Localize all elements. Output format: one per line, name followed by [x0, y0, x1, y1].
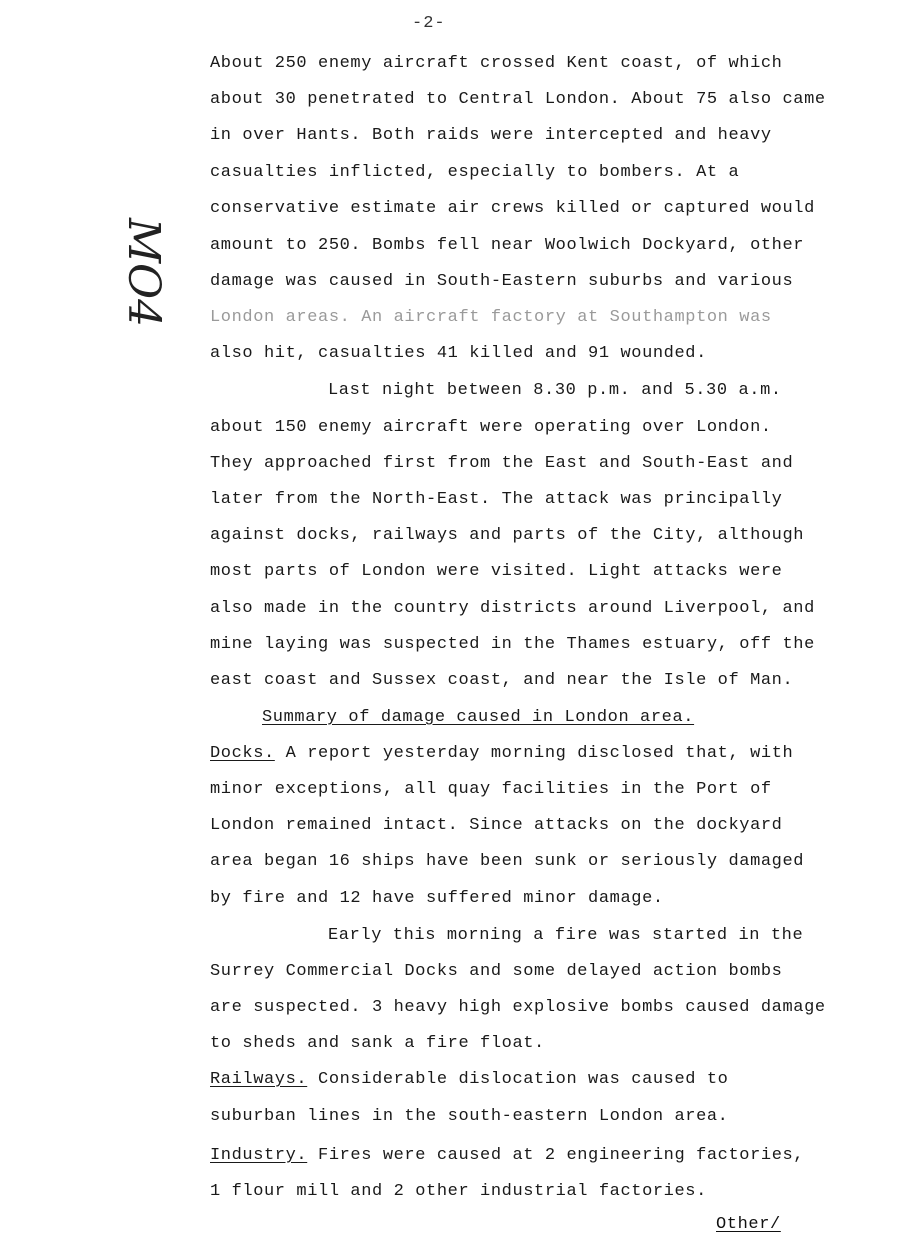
- text-line: most parts of London were visited. Light attacks were: [210, 562, 783, 581]
- margin-handwritten-note: MO4: [118, 218, 169, 328]
- railways-line: [210, 1070, 728, 1090]
- text-line: casualties inflicted, especially to bombers. At a: [210, 163, 740, 182]
- industry-line: [210, 1146, 804, 1166]
- text-line: are suspected. 3 heavy high explosive bombs caused damage: [210, 998, 826, 1017]
- text-line: Last night between 8.30 p.m. and 5.30 a.m.: [328, 381, 782, 400]
- text-line: about 150 enemy aircraft were operating over London.: [210, 418, 772, 437]
- catchword: Other/: [716, 1215, 781, 1234]
- text-line: also made in the country districts around Liverpool, and: [210, 599, 815, 618]
- text-line: London remained intact. Since attacks on the dockyard: [210, 816, 783, 835]
- text-line: They approached first from the East and South-East and: [210, 454, 794, 473]
- text-line: later from the North-East. The attack was principally: [210, 490, 783, 509]
- text-span: A report yesterday morning disclosed that, with: [274, 744, 794, 763]
- text-line: by fire and 12 have suffered minor damage.: [210, 889, 664, 908]
- docks-label: Docks.: [210, 744, 275, 763]
- text-line: minor exceptions, all quay facilities in the Port of: [210, 780, 772, 799]
- text-line: also hit, casualties 41 killed and 91 wounded.: [210, 344, 707, 363]
- text-line: amount to 250. Bombs fell near Woolwich Dockyard, other: [210, 236, 805, 255]
- text-line: mine laying was suspected in the Thames estuary, off the: [210, 635, 815, 654]
- text-line: damage was caused in South-Eastern suburbs and various: [210, 272, 794, 291]
- text-line: conservative estimate air crews killed or captured would: [210, 199, 815, 218]
- text-line-faded: London areas. An aircraft factory at Southampton was: [210, 308, 772, 327]
- docks-line: [210, 744, 793, 764]
- text-span: Considerable dislocation was caused to: [307, 1070, 729, 1089]
- industry-label: Industry.: [210, 1146, 308, 1165]
- text-line: about 30 penetrated to Central London. About 75 also came: [210, 90, 826, 109]
- page-number: -2-: [412, 14, 446, 33]
- text-line: suburban lines in the south-eastern London area.: [210, 1107, 729, 1126]
- text-line: east coast and Sussex coast, and near the Isle of Man.: [210, 671, 794, 690]
- text-line: to sheds and sank a fire float.: [210, 1034, 545, 1053]
- text-line: Surrey Commercial Docks and some delayed action bombs: [210, 962, 783, 981]
- text-line: area began 16 ships have been sunk or seriously damaged: [210, 852, 805, 871]
- railways-label: Railways.: [210, 1070, 308, 1089]
- text-line: 1 flour mill and 2 other industrial factories.: [210, 1182, 707, 1201]
- text-line: Early this morning a fire was started in the: [328, 926, 804, 945]
- text-line: in over Hants. Both raids were intercepted and heavy: [210, 126, 772, 145]
- section-heading: Summary of damage caused in London area.: [262, 708, 695, 727]
- text-line: against docks, railways and parts of the City, although: [210, 526, 805, 545]
- text-line: About 250 enemy aircraft crossed Kent coast, of which: [210, 54, 783, 73]
- text-span: Fires were caused at 2 engineering factories,: [307, 1146, 805, 1165]
